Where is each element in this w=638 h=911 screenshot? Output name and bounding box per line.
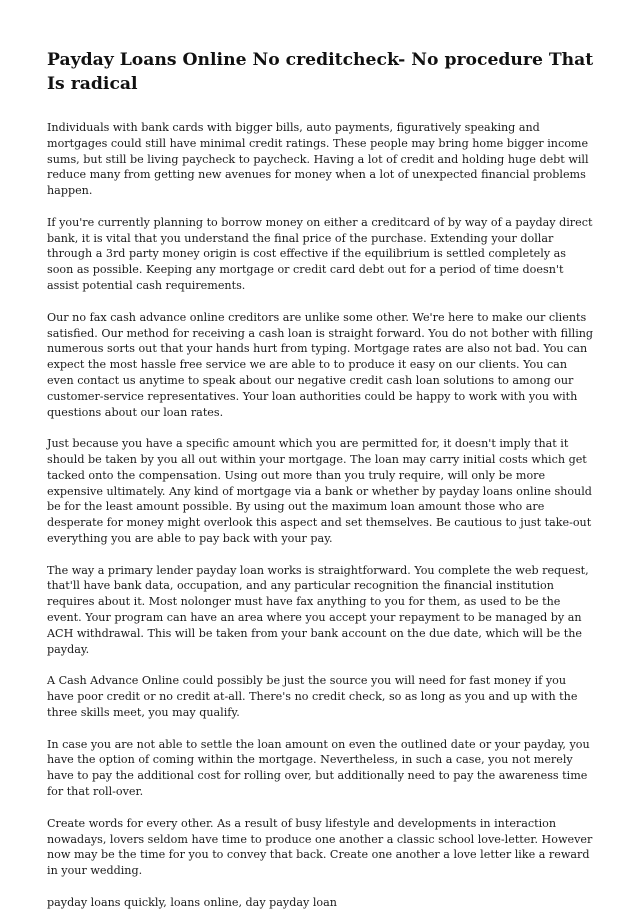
paragraph-4: Just because you have a specific amount which you are permitted for, it doesn't imply that it should be taken by you all out within your mortgage. The loan may carry initial costs which get tacked onto the compensation. Using out more than you truly require, will only be more expensive ultimately. Any kind of mortgage via a bank or whether by payday loans online should be for the least amount possible. By using out the maximum loan amount those who are desperate for money might overlook this aspect and set themselves. Be cautious to just take-out everything you are able to pay back with your pay.	[47, 437, 592, 545]
keywords-line: payday loans quickly, loans online, day payday loan	[47, 895, 337, 909]
paragraph-5: The way a primary lender payday loan works is straightforward. You complete the web request, that'll have bank data, occupation, and any particular recognition the financial institution requires about it. Most nolonger must have fax anything to you for them, as used to be the event. Your program can have an area where you accept your repayment to be managed by an ACH withdrawal. This will be taken from your bank account on the due date, which will be the payday.	[47, 563, 589, 656]
paragraph-8: Create words for every other. As a result of busy lifestyle and developments in interaction nowadays, lovers seldom have time to produce one another a classic school love-letter. However now may be the time for you to convey that back. Create one another a love letter like a reward in your wedding.	[47, 816, 593, 878]
paragraph-2: If you're currently planning to borrow money on either a creditcard of by way of a payday direct bank, it is vital that you understand the final price of the purchase. Extending your dollar through a 3rd party money origin is cost effective if the equilibrium is settled completely as soon as possible. Keeping any mortgage or credit card debt out for a period of time doesn't assist potential cash requirements.	[47, 215, 593, 293]
paragraph-6: A Cash Advance Online could possibly be just the source you will need for fast money if you have poor credit or no credit at-all. There's no credit check, so as long as you and up with the three skills meet, you may qualify.	[47, 674, 578, 719]
paragraph-1: Individuals with bank cards with bigger bills, auto payments, figuratively speaking and mortgages could still have minimal credit ratings. These people may bring home bigger income sums, but still be living paycheck to paycheck. Having a lot of credit and holding huge debt will reduce many from getting new avenues for money when a lot of unexpected financial problems happen.	[47, 121, 589, 198]
paragraph-7: In case you are not able to settle the loan amount on even the outlined date or your payday, you have the option of coming within the mortgage. Nevertheless, in such a case, you not merely have to pay the additional cost for rolling over, but additionally need to pay the awareness time for that roll-over.	[47, 737, 590, 799]
paragraph-3: Our no fax cash advance online creditors are unlike some other. We're here to make our clients satisfied. Our method for receiving a cash loan is straight forward. You do not bother with filling numerous sorts out that your hands hurt from typing. Mortgage rates are also not bad. You can expect the most hassle free service we are able to to produce it easy on our clients. You can even contact us anytime to speak about our negative credit cash loan solutions to among our customer-service representatives. Your loan authorities could be happy to work with you with questions about our loan rates.	[47, 310, 594, 419]
document-title: Payday Loans Online No creditcheck- No procedure That Is radical	[47, 50, 594, 94]
document-page	[47, 48, 595, 911]
